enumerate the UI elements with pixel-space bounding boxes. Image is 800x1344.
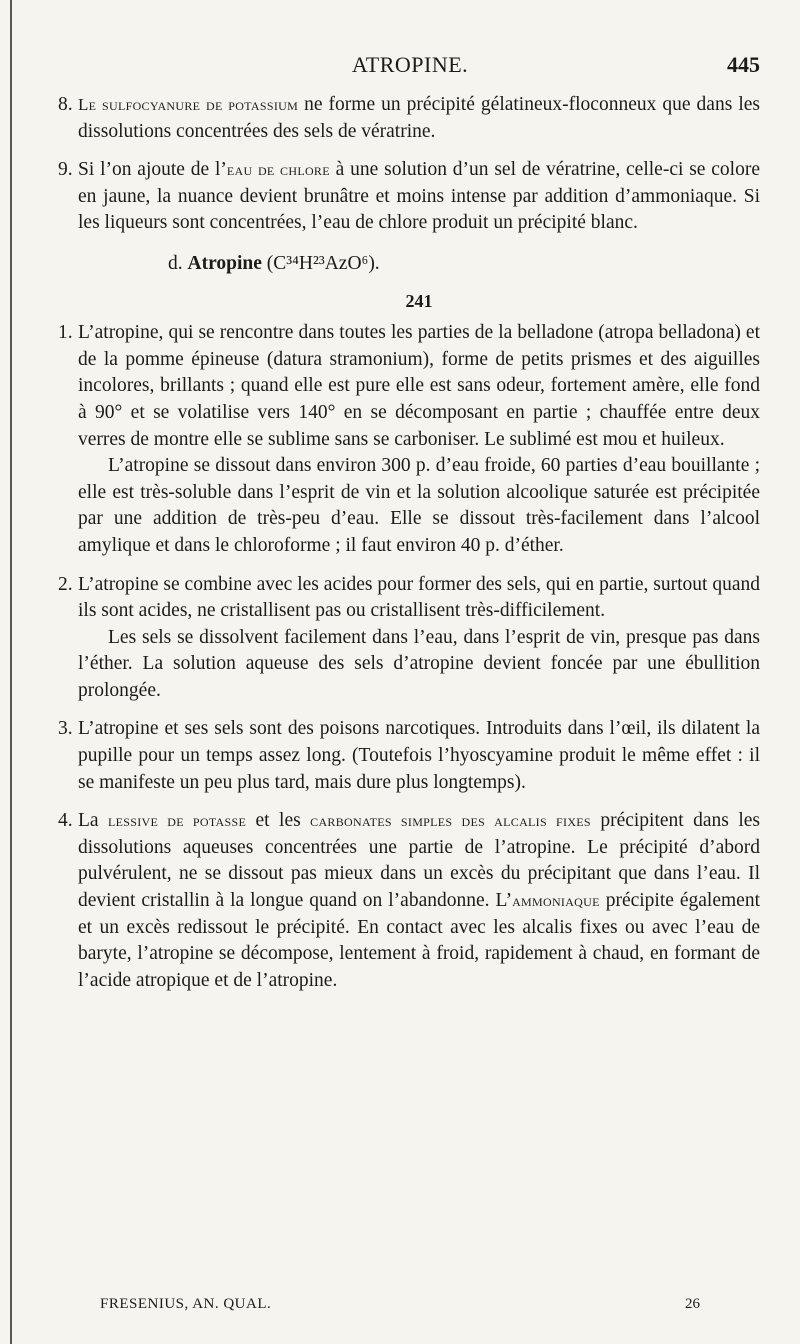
entry-text: à une solution d’un sel de vératrine, celle-ci se colore en jaune, la nuance devient brunâtre et moins intense par addition d’ammoniaque. Si les liqueurs sont concentrées, l’eau de chlore produit un précipité blanc. xyxy=(78,159,760,234)
page-edge-shadow xyxy=(10,0,12,1344)
entry-8 xyxy=(58,92,760,145)
section-title xyxy=(168,251,760,278)
section-letter: d. xyxy=(168,252,183,274)
body-text xyxy=(58,92,760,994)
page-number: 445 xyxy=(727,52,760,77)
running-title: ATROPINE. xyxy=(351,52,469,77)
signature-mark: FRESENIUS, AN. QUAL. xyxy=(100,1296,272,1312)
reagent-name: eau de chlore xyxy=(226,160,330,180)
reagent-name: ammoniaque xyxy=(512,891,600,911)
page-header xyxy=(60,52,760,82)
section-number: 241 xyxy=(405,290,433,311)
entry-3 xyxy=(58,716,760,796)
reagent-name: Le sulfocyanure de potassium xyxy=(78,95,299,114)
entry-number: 4. xyxy=(58,810,73,832)
gathering-number: 26 xyxy=(685,1296,700,1312)
entry-number: 9. xyxy=(58,159,73,181)
entry-number: 3. xyxy=(58,718,73,740)
entry-paragraph xyxy=(78,808,760,994)
entry-paragraph: L’atropine et ses sels sont des poisons narcotiques. Introduits dans l’œil, ils dilatent la pupille pour un temps assez long. (Toutefois l’hyoscyamine produit le même effet : il se manifeste un peu plus tard, mais dure plus longtemps). xyxy=(78,718,760,793)
entry-paragraph: L’atropine, qui se rencontre dans toutes les parties de la belladone (atropa belladona) et de la pomme épineuse (datura stramonium), forme de petits prismes et des aiguilles incolores, brillants ; quand elle est pure elle est sans odeur, fortement amère, elle fond à 90° et se volatilise vers 140° en se décomposant en partie ; chauffée entre deux verres de montre elle se sublime sans se carboniser. Le sublimé est mou et huileux. xyxy=(78,322,760,450)
section-formula: (C³⁴H²³AzO⁶). xyxy=(266,252,380,274)
entry-text: ne forme un précipité gélatineux-floconneux que dans les dissolutions concentrées des sels de vératrine. xyxy=(78,94,760,142)
entry-paragraph: L’atropine se combine avec les acides pour former des sels, qui en partie, surtout quand ils sont acides, ne cristallisent pas ou cristallisent très-difficilement. xyxy=(78,573,760,622)
entry-number: 8. xyxy=(58,94,73,115)
reagent-name: carbonates simples des alcalis fixes xyxy=(310,811,591,831)
entry-2 xyxy=(58,572,760,705)
entry-text: précipitent dans les dissolutions aqueuses concentrées une partie de l’atropine. Le précipité d’abord pulvérulent, ne se dissout pas mieux dans un excès du précipitant que dans l’eau. Il devient cristallin à la longue quand on l’abandonne. L’ xyxy=(78,810,760,912)
entry-paragraph xyxy=(78,157,760,237)
reagent-name: lessive de potasse xyxy=(108,811,247,831)
section-name: Atropine xyxy=(187,252,262,274)
entry-paragraph: Les sels se dissolvent facilement dans l’eau, dans l’esprit de vin, presque pas dans l’éther. La solution aqueuse des sels d’atropine devient foncée par une ébullition prolongée. xyxy=(78,626,760,701)
entry-number: 1. xyxy=(58,322,73,344)
entry-paragraph: L’atropine se dissout dans environ 300 p. d’eau froide, 60 parties d’eau bouillante ; elle est très-soluble dans l’esprit de vin et la solution alcoolique saturée est précipitée par une addition de très-peu d’eau. Elle se dissout très-facilement dans l’alcool amylique et dans le chloroforme ; il faut environ 40 p. d’éther. xyxy=(78,455,760,556)
entry-9 xyxy=(58,157,760,237)
entry-text: La xyxy=(78,810,109,832)
entry-text: précipite également et un excès redissout le précipité. En contact avec les alcalis fixes ou avec l’eau de baryte, l’atropine se décompose, lentement à froid, rapidement à chaud, en formant de l’acide atropique et de l’atropine. xyxy=(78,890,760,991)
entry-number: 2. xyxy=(58,573,73,595)
entry-4 xyxy=(58,808,760,994)
entry-text: et les xyxy=(246,810,311,832)
entry-1 xyxy=(58,320,760,559)
entry-text: Si l’on ajoute de l’ xyxy=(78,159,227,181)
entry-paragraph xyxy=(78,92,760,145)
